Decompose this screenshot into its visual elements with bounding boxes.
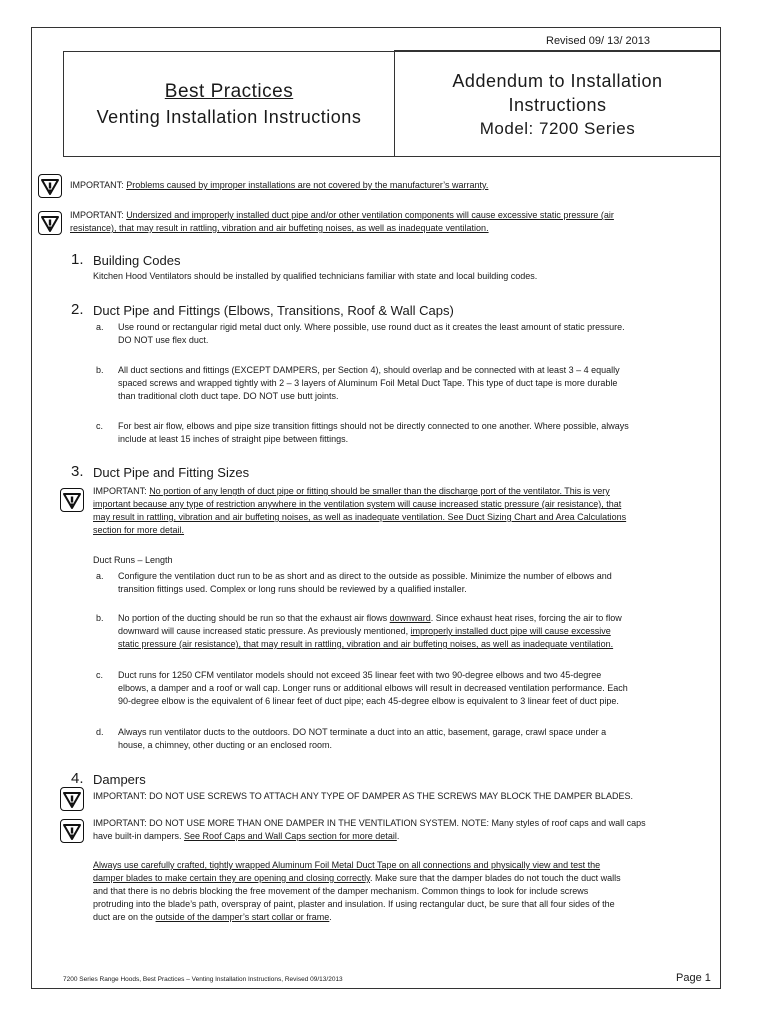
duct-runs-subtitle: Duct Runs – Length [93, 555, 173, 565]
item-label: b. [96, 613, 104, 623]
item-label: b. [96, 365, 104, 375]
item-label: a. [96, 322, 104, 332]
important-warranty: IMPORTANT: Problems caused by improper installations are not covered by the manufacturer’s warranty. [70, 180, 489, 190]
section-3b-line3: static pressure (air resistance), that may result in rattling, vibration and air buffeting noises, as well as inadequate ventilation. [118, 639, 614, 649]
item-label: a. [96, 571, 104, 581]
warning-icon [38, 211, 62, 235]
warning-icon [60, 819, 84, 843]
section-3a-line1: Configure the ventilation duct run to be as short and as direct to the outside as possible. Minimize the number of elbows and [118, 571, 612, 581]
section-4-paragraph-line5: duct are on the outside of the damper’s start collar or frame. [93, 912, 332, 922]
page-number: Page 1 [676, 972, 711, 984]
section-3-important-line1: IMPORTANT: No portion of any length of duct pipe or fitting should be smaller than the discharge port of the ventilator. This is very [93, 486, 610, 496]
section-2b-line1: All duct sections and fittings (EXCEPT DAMPERS, per Section 4), should overlap and be connected with at least 3 – 4 equally [118, 365, 620, 375]
section-4-important-damper-line2: have built-in dampers. See Roof Caps and Wall Caps section for more detail. [93, 831, 400, 841]
header-box [63, 51, 721, 157]
revised-date: Revised 09/ 13/ 2013 [546, 35, 650, 47]
section-2a-line2: DO NOT use flex duct. [118, 335, 209, 345]
section-3d-line2: house, a chimney, other ducting or an enclosed room. [118, 740, 332, 750]
section-3-number: 3. [71, 463, 84, 480]
header-left [64, 52, 395, 156]
section-2c-line1: For best air flow, elbows and pipe size transition fittings should not be directly connected to one another. Where possible, always [118, 421, 629, 431]
section-3a-line2: transition fittings used. Complex or long runs should be reviewed by a qualified installer. [118, 584, 467, 594]
section-2b-line2: spaced screws and wrapped tightly with 2 – 3 layers of Aluminum Foil Metal Duct Tape. This type of duct tape is more durable [118, 378, 618, 388]
section-1-text: Kitchen Hood Ventilators should be installed by qualified technicians familiar with state and local building codes. [93, 271, 538, 281]
item-label: d. [96, 727, 104, 737]
section-3c-line1: Duct runs for 1250 CFM ventilator models should not exceed 35 linear feet with two 90-degree elbows and two 45-degree [118, 670, 602, 680]
section-3-important-line3: may result in rattling, vibration and air buffeting noises, as well as inadequate ventilation. See Duct Sizing Chart and Area Calculations [93, 512, 627, 522]
model-label: Model: 7200 Series [479, 119, 636, 138]
section-4-number: 4. [71, 770, 84, 787]
section-2-title: Duct Pipe and Fittings (Elbows, Transitions, Roof & Wall Caps) [93, 303, 454, 318]
warning-icon [60, 488, 84, 512]
section-3d-line1: Always run ventilator ducts to the outdoors. DO NOT terminate a duct into an attic, basement, garage, crawl space under a [118, 727, 607, 737]
important-undersized: IMPORTANT: Undersized and improperly installed duct pipe and/or other ventilation components will cause excessive static pressure (air [70, 210, 614, 220]
item-label: c. [96, 670, 104, 680]
document-title: Best Practices [164, 80, 294, 102]
addendum-title-line2: Instructions [508, 95, 607, 115]
section-4-important-screws: IMPORTANT: DO NOT USE SCREWS TO ATTACH ANY TYPE OF DAMPER AS THE SCREWS MAY BLOCK THE DAMPER BLADES. [93, 791, 633, 801]
section-3b-line1: No portion of the ducting should be run so that the exhaust air flows downward. Since exhaust heat rises, forcing the air to flow [118, 613, 622, 623]
section-4-paragraph-line4: protruding into the blade’s path, overspray of paint, plaster and insulation. If using rectangular duct, be sure that all four sides of the [93, 899, 615, 909]
section-4-paragraph-line2: damper blades to make certain they are opening and closing correctly. Make sure that the damper blades do not touch the duct walls [93, 873, 621, 883]
section-3b-line2: downward will cause increased static pressure. As previously mentioned, improperly installed duct pipe will cause excessive [118, 626, 611, 636]
document-subtitle: Venting Installation Instructions [96, 106, 362, 127]
section-3-title: Duct Pipe and Fitting Sizes [93, 465, 250, 480]
section-3c-line3: 90-degree elbow is the equivalent of 6 linear feet of duct pipe; each 45-degree elbow is equivalent to 3 linear feet of duct pipe. [118, 696, 619, 706]
section-2b-line3: than traditional cloth duct tape. DO NOT use butt joints. [118, 391, 339, 401]
section-1-number: 1. [71, 251, 84, 268]
section-2-number: 2. [71, 301, 84, 318]
header-right [395, 52, 720, 156]
item-label: c. [96, 421, 104, 431]
warning-icon [60, 787, 84, 811]
section-2c-line2: include at least 15 inches of straight pipe between fittings. [118, 434, 349, 444]
section-3-important-line4: section for more detail. [93, 525, 185, 535]
section-3c-line2: elbows, a damper and a roof or wall cap. Longer runs or additional elbows will result in decreased ventilation performance. Each [118, 683, 628, 693]
important-undersized-line2: resistance), that may result in rattling, vibration and air buffeting noises, as well as inadequate ventilation. [70, 223, 489, 233]
section-2a-line1: Use round or rectangular rigid metal duct only. Where possible, use round duct as it creates the least amount of static pressure. [118, 322, 625, 332]
section-4-important-damper-line1: IMPORTANT: DO NOT USE MORE THAN ONE DAMPER IN THE VENTILATION SYSTEM. NOTE: Many styles of roof caps and wall caps [93, 818, 646, 828]
section-1-title: Building Codes [93, 253, 181, 268]
section-4-title: Dampers [93, 772, 146, 787]
section-4-paragraph-line3: and that there is no debris blocking the free movement of the damper mechanism. Common things to look for include screws [93, 886, 589, 896]
warning-icon [38, 174, 62, 198]
footer-text: 7200 Series Range Hoods, Best Practices – Venting Installation Instructions, Revised 09/13/2013 [63, 976, 343, 983]
section-3-important-line2: important because any type of restriction anywhere in the ventilation system will cause increased static pressure (air resistance), that [93, 499, 622, 509]
section-4-paragraph-line1: Always use carefully crafted, tightly wrapped Aluminum Foil Metal Duct Tape on all connections and physically view and test the [93, 860, 601, 870]
addendum-title-line1: Addendum to Installation [452, 71, 663, 91]
